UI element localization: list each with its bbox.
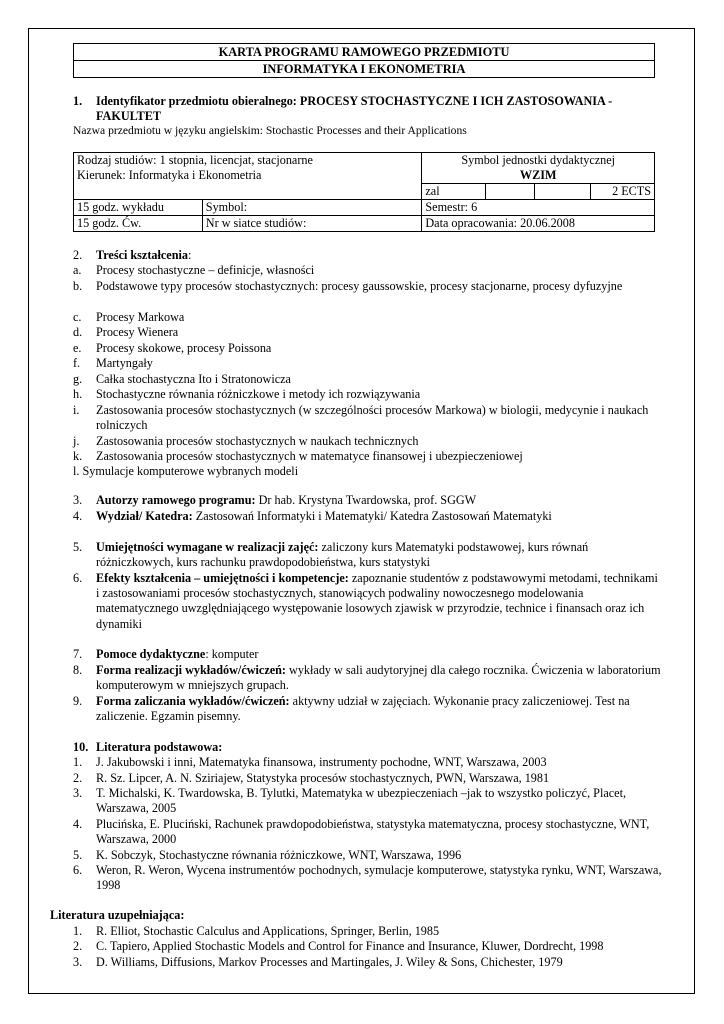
list-item (73, 848, 663, 863)
section-number: 10. (73, 740, 89, 754)
list-item (73, 955, 663, 970)
section-label: Umiejętności wymagane w realizacji zajęć: (96, 540, 319, 554)
list-letter: c. (73, 310, 82, 324)
english-name: Nazwa przedmiotu w języku angielskim: Stochastic Processes and their Applications (73, 124, 467, 137)
list-item (73, 387, 663, 402)
list-text: R. Elliot, Stochastic Calculus and Applications, Springer, Berlin, 1985 (96, 924, 440, 938)
list-letter: b. (73, 279, 83, 293)
list-text: Martyngały (96, 356, 153, 370)
list-item (73, 449, 663, 464)
list-number: 2. (73, 939, 83, 953)
section-10 (73, 740, 663, 755)
table-row (74, 153, 655, 184)
list-item (73, 755, 663, 770)
section-label: Wydział/ Katedra: (96, 509, 193, 523)
list-number: 3. (73, 786, 83, 800)
supplementary-heading: Literatura uzupełniająca: (50, 908, 185, 922)
list-letter: f. (73, 356, 81, 370)
section-number: 6. (73, 571, 83, 585)
list-number: 2. (73, 771, 83, 785)
list-text: Zastosowania procesów stochastycznych w matematyce finansowej i ubezpieczeniowej (96, 449, 523, 463)
list-item (73, 325, 663, 340)
section-label: Pomoce dydaktyczne (96, 647, 206, 661)
section-number: 2. (73, 248, 83, 262)
list-letter: g. (73, 372, 83, 386)
section-value: zaliczony kurs Matematyki podstawowej, kurs równań różniczkowych, kurs rachunku prawdopodobieństwa, kurs statystyki (96, 540, 589, 570)
section-value: aktywny udział w zajęciach. Wykonanie pracy zaliczeniowej. Test na zaliczenie. Egzamin pisemny. (96, 694, 630, 724)
list-text: Procesy stochastyczne – definicje, własności (96, 263, 315, 277)
list-text: D. Williams, Diffusions, Markov Processes and Martingales, J. Wiley & Sons, Chichester, 1979 (96, 955, 563, 969)
list-item (73, 924, 663, 939)
section-number: 4. (73, 509, 83, 523)
list-text: T. Michalski, K. Twardowska, B. Tylutki, Matematyka w ubezpieczeniach –jak to wszystko policzyć, Placet, Warszawa, 2005 (96, 786, 627, 816)
unit-symbol-label: Symbol jednostki dydaktycznej (461, 153, 616, 167)
lecture-hours-cell: 15 godz. wykładu (74, 200, 203, 216)
list-text: C. Tapiero, Applied Stochastic Models and Control for Finance and Insurance, Kluwer, Dordrecht, 1998 (96, 939, 604, 953)
list-text: Całka stochastyczna Ito i Stratonowicza (96, 372, 291, 386)
title-line-1: KARTA PROGRAMU RAMOWEGO PRZEDMIOTU (218, 45, 510, 59)
list-text: Podstawowe typy procesów stochastycznych: procesy gaussowskie, procesy stacjonarne, procesy dyfuzyjne (96, 279, 623, 293)
list-item (73, 817, 663, 847)
section-3 (73, 493, 663, 508)
empty-cell (535, 184, 591, 200)
section-label: Forma realizacji wykładów/ćwiczeń: (96, 663, 286, 677)
semester-cell: Semestr: 6 (422, 200, 655, 216)
study-type: Rodzaj studiów: 1 stopnia, licencjat, stacjonarne (77, 153, 313, 167)
list-text: Weron, R. Weron, Wycena instrumentów pochodnych, symulacje komputerowe, statystyka rynku, WNT, Warszawa, 1998 (96, 863, 662, 893)
list-letter: i. (73, 403, 80, 417)
section-4 (73, 509, 663, 524)
section-number: 1. (73, 94, 83, 108)
section-number: 3. (73, 493, 83, 507)
list-item (73, 341, 663, 356)
list-item (73, 310, 663, 325)
section-1 (73, 94, 663, 124)
section-colon: : (187, 248, 192, 262)
list-number: 5. (73, 848, 83, 862)
ects-cell: 2 ECTS (591, 184, 655, 200)
list-number: 6. (73, 863, 83, 877)
symbol-cell: Symbol: (202, 200, 422, 216)
section-2 (73, 248, 663, 263)
section-value: Dr hab. Krystyna Twardowska, prof. SGGW (255, 493, 477, 507)
list-letter: a. (73, 263, 82, 277)
list-number: 1. (73, 924, 83, 938)
section-value: : komputer (205, 647, 259, 661)
section-label: Forma zaliczania wykładów/ćwiczeń: (96, 694, 290, 708)
list-text: Zastosowania procesów stochastycznych (w szczególności procesów Markowa) w biologii, medycynie i naukach rolniczych (96, 403, 649, 433)
list-item (73, 434, 663, 449)
table-row (74, 200, 655, 216)
list-item (73, 279, 663, 294)
list-letter: j. (73, 434, 80, 448)
list-text: J. Jakubowski i inni, Matematyka finansowa, instrumenty pochodne, WNT, Warszawa, 2003 (96, 755, 547, 769)
list-letter: d. (73, 325, 83, 339)
section-number: 7. (73, 647, 83, 661)
section-label: Autorzy ramowego programu: (96, 493, 256, 507)
list-item (73, 786, 663, 816)
date-cell: Data opracowania: 20.06.2008 (422, 216, 655, 232)
section-number: 5. (73, 540, 83, 554)
section-5 (73, 540, 663, 570)
section-value: zapoznanie studentów z podstawowymi metodami, technikami i zastosowaniami procesów stochastycznych, stanowiących podwaliny nowoczesnego modelowania matematycznego uwzględniającego występowanie losowych zjawisk w przyrodzie, technice i finansach oraz ich dynamiki (96, 571, 658, 631)
section-6 (73, 571, 663, 632)
list-letter: e. (73, 341, 82, 355)
list-text: Plucińska, E. Pluciński, Rachunek prawdopodobieństwa, statystyka matematyczna, procesy stochastyczne, WNT, Warszawa, 2000 (96, 817, 650, 847)
subject-name: PROCESY STOCHASTYCZNE I ICH ZASTOSOWANIA - (296, 94, 613, 108)
list-text: Procesy Wienera (96, 325, 179, 339)
list-number: 4. (73, 817, 83, 831)
section-value: Zastosowań Informatyki i Matematyki/ Katedra Zastosowań Matematyki (192, 509, 552, 523)
unit-symbol-cell (422, 153, 655, 184)
info-table (73, 152, 655, 232)
study-field: Kierunek: Informatyka i Ekonometria (77, 168, 262, 182)
table-row (74, 216, 655, 232)
exercise-hours-cell: 15 godz. Ćw. (74, 216, 203, 232)
section-label: Treści kształcenia (96, 248, 188, 262)
credit-type-cell: zal (422, 184, 486, 200)
list-letter: k. (73, 449, 83, 463)
list-item (73, 372, 663, 387)
section-8 (73, 663, 663, 693)
list-number: 3. (73, 955, 83, 969)
list-text: Procesy Markowa (96, 310, 185, 324)
list-item (73, 263, 663, 278)
list-letter: h. (73, 387, 83, 401)
section-label: Identyfikator przedmiotu obieralnego: (96, 94, 297, 108)
list-item (73, 939, 663, 954)
subject-name-cont: FAKULTET (96, 109, 162, 123)
section-number: 9. (73, 694, 83, 708)
list-text: Zastosowania procesów stochastycznych w naukach technicznych (96, 434, 419, 448)
list-item (73, 771, 663, 786)
curriculum-number-cell: Nr w siatce studiów: (202, 216, 422, 232)
list-text: R. Sz. Lipcer, A. N. Sziriajew, Statystyka procesów stochastycznych, PWN, Warszawa, 1981 (96, 771, 550, 785)
study-info-cell (74, 153, 422, 200)
section-label: Efekty kształcenia – umiejętności i kompetencje: (96, 571, 349, 585)
list-number: 1. (73, 755, 83, 769)
section-9 (73, 694, 663, 724)
section-7 (73, 647, 663, 662)
document-title (73, 43, 655, 78)
list-item (73, 863, 663, 893)
list-item (73, 356, 663, 371)
empty-cell (486, 184, 535, 200)
section-label: Literatura podstawowa: (96, 740, 223, 754)
list-text: K. Sobczyk, Stochastyczne równania różniczkowe, WNT, Warszawa, 1996 (96, 848, 462, 862)
list-item: l. Symulacje komputerowe wybranych modeli (73, 464, 299, 478)
section-number: 8. (73, 663, 83, 677)
unit-symbol-value: WZIM (519, 168, 557, 182)
title-line-2: INFORMATYKA I EKONOMETRIA (74, 60, 654, 77)
list-text: Stochastyczne równania różniczkowe i metody ich rozwiązywania (96, 387, 421, 401)
section-value: wykłady w sali audytoryjnej dla całego rocznika. Ćwiczenia w laboratorium komputerowym w mniejszych grupach. (96, 663, 661, 693)
list-text: Procesy skokowe, procesy Poissona (96, 341, 272, 355)
list-item (73, 403, 663, 433)
